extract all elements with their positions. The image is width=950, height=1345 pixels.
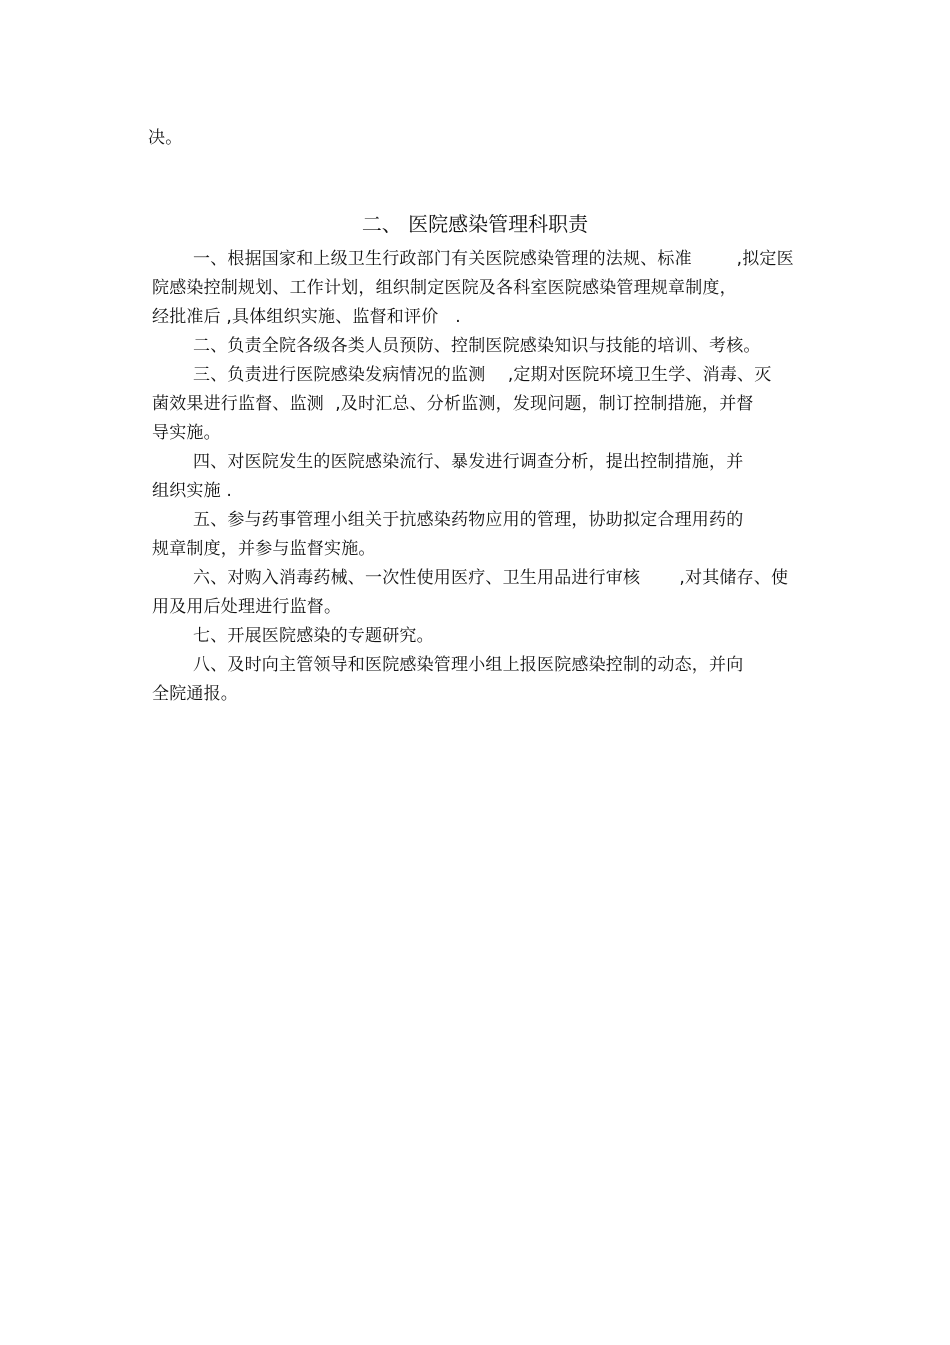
paragraph-line-16: 全院通报。 (152, 684, 238, 704)
paragraph-line-14: 七、开展医院感染的专题研究。 (193, 626, 434, 646)
carryover-text: 决。 (148, 128, 183, 148)
paragraph-line-6: 菌效果进行监督、监测 ,及时汇总、分析监测，发现问题，制订控制措施，并督 (152, 394, 754, 414)
paragraph-line-13: 用及用后处理进行监督。 (152, 597, 342, 617)
paragraph-line-2: 院感染控制规划、工作计划，组织制定医院及各科室医院感染管理规章制度， (152, 278, 737, 298)
paragraph-line-5: 三、负责进行医院感染发病情况的监测 ,定期对医院环境卫生学、消毒、灭 (193, 365, 772, 385)
paragraph-line-9: 组织实施 . (152, 481, 233, 501)
paragraph-line-10: 五、参与药事管理小组关于抗感染药物应用的管理，协助拟定合理用药的 (193, 510, 744, 530)
paragraph-line-12: 六、对购入消毒药械、一次性使用医疗、卫生用品进行审核 ,对其储存、使 (193, 568, 789, 588)
paragraph-line-3: 经批准后 ,具体组织实施、监督和评价 . (152, 307, 461, 327)
paragraph-line-4: 二、负责全院各级各类人员预防、控制医院感染知识与技能的培训、考核。 (193, 336, 761, 356)
paragraph-line-8: 四、对医院发生的医院感染流行、暴发进行调查分析，提出控制措施，并 (193, 452, 744, 472)
paragraph-line-7: 导实施。 (152, 423, 221, 443)
paragraph-line-1: 一、根据国家和上级卫生行政部门有关医院感染管理的法规、标准 ,拟定医 (193, 249, 794, 269)
section-title: 二、 医院感染管理科职责 (361, 212, 589, 236)
paragraph-line-15: 八、及时向主管领导和医院感染管理小组上报医院感染控制的动态，并向 (193, 655, 744, 675)
paragraph-line-11: 规章制度，并参与监督实施。 (152, 539, 376, 559)
